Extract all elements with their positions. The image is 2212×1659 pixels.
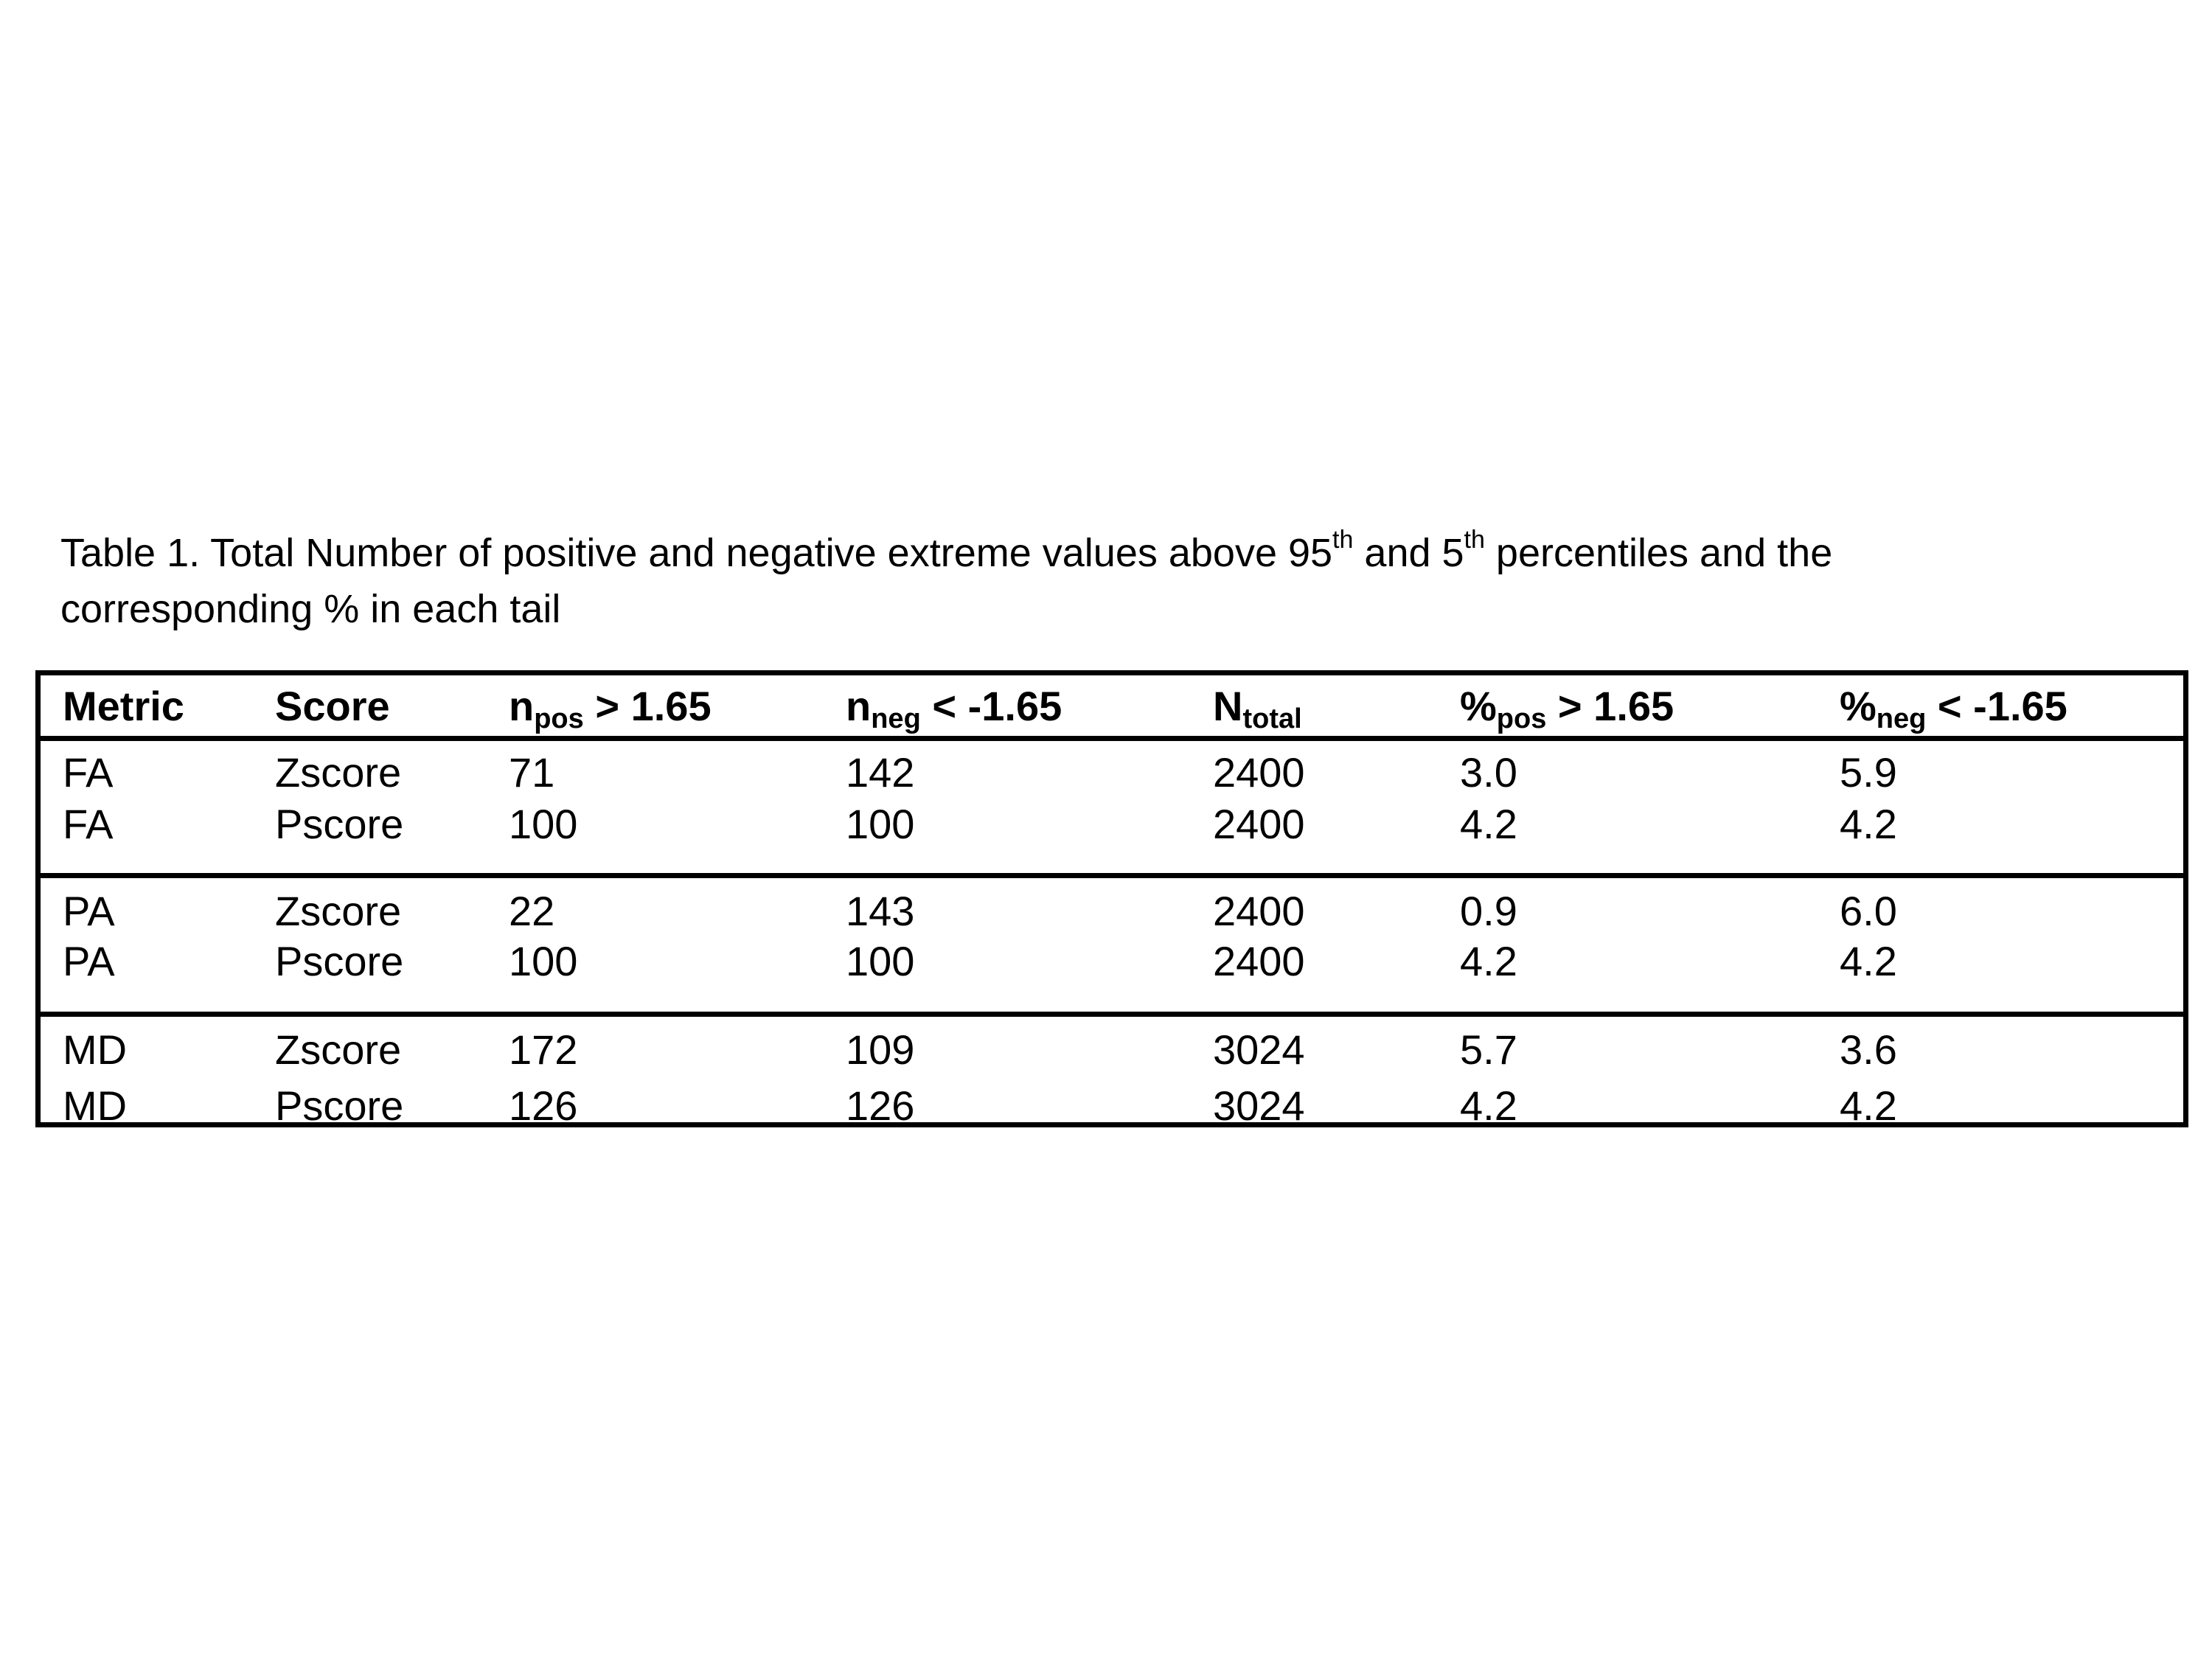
- cell-r3-n-neg: 143: [846, 888, 915, 934]
- cell-r3-pct-neg: 6.0: [1840, 888, 1897, 934]
- caption-sup-2: th: [1464, 526, 1485, 554]
- cell-r5-score: Zscore: [275, 1026, 402, 1073]
- cell-r3-score: Zscore: [275, 888, 402, 934]
- cell-r2-pct-neg: 4.2: [1840, 801, 1897, 847]
- cell-r1-pct-pos: 3.0: [1460, 749, 1517, 796]
- cell-r5-n-neg: 109: [846, 1026, 915, 1073]
- header-n-pos: $n_{pos} > 1.65$: [509, 683, 712, 734]
- caption-text-3: percentiles and the: [1484, 531, 1833, 575]
- cell-r5-metric: MD: [63, 1026, 128, 1073]
- header-metric: Metric: [63, 683, 184, 729]
- cell-r4-metric: PA: [63, 938, 115, 984]
- group-divider-1: [41, 873, 2183, 878]
- cell-r1-pct-neg: 5.9: [1840, 749, 1897, 796]
- caption-text-2: and 5: [1353, 531, 1464, 575]
- header-pct-pos: $\%_{pos} > 1.65$: [1460, 683, 1674, 734]
- cell-r5-pct-pos: 5.7: [1460, 1026, 1517, 1073]
- cell-r2-score: Pscore: [275, 801, 404, 847]
- caption-text-line2: corresponding % in each tail: [60, 587, 561, 631]
- caption-text-1: Table 1. Total Number of positive and negative extreme values above 95: [60, 531, 1333, 575]
- cell-r4-n-total: 2400: [1213, 938, 1305, 984]
- header-score: Score: [275, 683, 390, 729]
- header-pct-neg: $\%_{neg} < -1.65$: [1840, 683, 2067, 734]
- cell-r3-metric: PA: [63, 888, 115, 934]
- cell-r2-n-pos: 100: [509, 801, 578, 847]
- header-n-total: $N_{total}$: [1213, 683, 1302, 734]
- header-n-neg: $n_{neg} < -1.65$: [846, 683, 1062, 734]
- cell-r1-metric: FA: [63, 749, 114, 796]
- cell-r6-metric: MD: [63, 1082, 128, 1129]
- caption-sup-1: th: [1332, 526, 1354, 554]
- cell-r3-n-total: 2400: [1213, 888, 1305, 934]
- cell-r4-n-pos: 100: [509, 938, 578, 984]
- cell-r6-n-neg: 126: [846, 1082, 915, 1129]
- cell-r6-n-total: 3024: [1213, 1082, 1305, 1129]
- cell-r2-n-neg: 100: [846, 801, 915, 847]
- cell-r4-pct-pos: 4.2: [1460, 938, 1517, 984]
- header-divider: [41, 736, 2183, 741]
- cell-r3-n-pos: 22: [509, 888, 555, 934]
- cell-r4-pct-neg: 4.2: [1840, 938, 1897, 984]
- cell-r6-n-pos: 126: [509, 1082, 578, 1129]
- cell-r1-score: Zscore: [275, 749, 402, 796]
- cell-r2-n-total: 2400: [1213, 801, 1305, 847]
- cell-r5-n-total: 3024: [1213, 1026, 1305, 1073]
- data-table: [35, 670, 2188, 1127]
- cell-r6-pct-pos: 4.2: [1460, 1082, 1517, 1129]
- cell-r5-pct-neg: 3.6: [1840, 1026, 1897, 1073]
- table-caption: [60, 525, 2125, 637]
- cell-r3-pct-pos: 0.9: [1460, 888, 1517, 934]
- cell-r2-pct-pos: 4.2: [1460, 801, 1517, 847]
- cell-r1-n-pos: 71: [509, 749, 555, 796]
- cell-r1-n-total: 2400: [1213, 749, 1305, 796]
- cell-r5-n-pos: 172: [509, 1026, 578, 1073]
- cell-r4-score: Pscore: [275, 938, 404, 984]
- cell-r1-n-neg: 142: [846, 749, 915, 796]
- cell-r6-pct-neg: 4.2: [1840, 1082, 1897, 1129]
- cell-r2-metric: FA: [63, 801, 114, 847]
- cell-r6-score: Pscore: [275, 1082, 404, 1129]
- group-divider-2: [41, 1012, 2183, 1017]
- cell-r4-n-neg: 100: [846, 938, 915, 984]
